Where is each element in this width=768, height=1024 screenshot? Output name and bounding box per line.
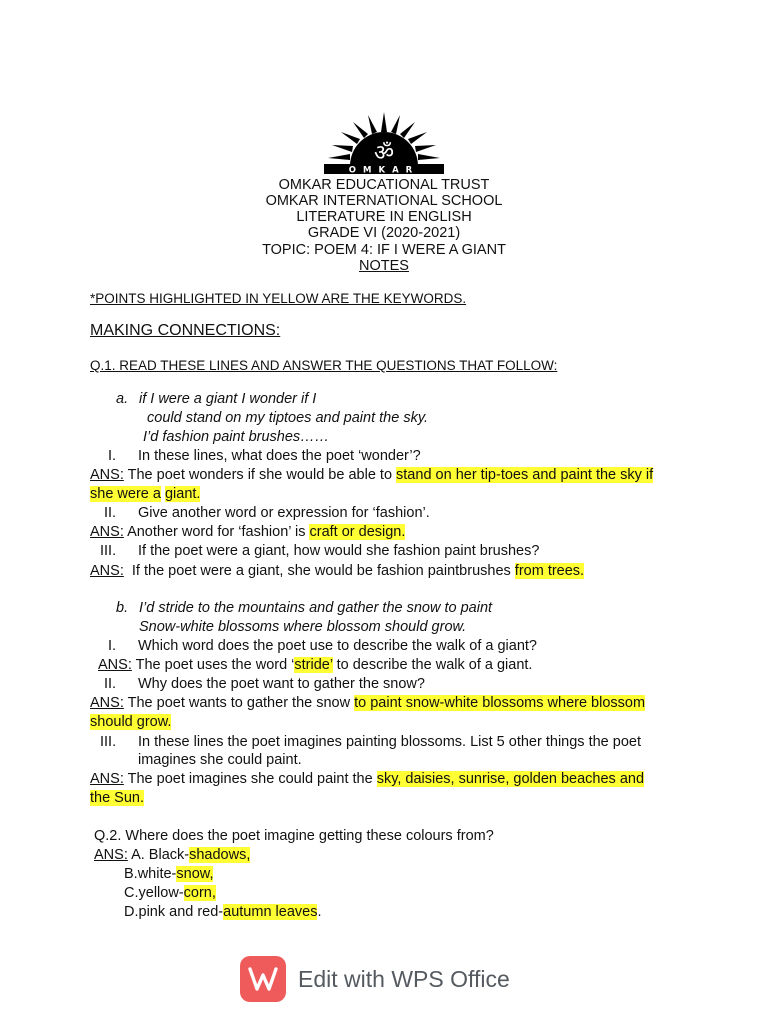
header-notes: NOTES [359,258,409,274]
omkar-logo [320,110,448,176]
highlight: sky, daisies, sunrise, golden beaches and [376,771,645,787]
highlight: stride’ [294,657,333,673]
answer-b2-line1: ANS: The poet wants to gather the snow to paint snow-white blossoms where blossom [90,695,646,711]
question-b3-line1: In these lines the poet imagines painting blossoms. List 5 other things the poet [138,734,641,750]
highlight: autumn leaves [223,904,318,920]
section-title: MAKING CONNECTIONS: [90,322,281,339]
question-a3: If the poet were a giant, how would she fashion paint brushes? [138,543,540,559]
answer-a1-line2 [90,485,200,504]
header-grade: GRADE VI (2020-2021) [307,225,461,241]
header-school: OMKAR INTERNATIONAL SCHOOL [265,193,503,209]
poem-a-line1: if I were a giant I wonder if I [139,391,317,407]
poem-b-line1: I’d stride to the mountains and gather the snow to paint [139,600,493,616]
header-subject: LITERATURE IN ENGLISH [296,209,472,225]
poem-b-marker: b. [116,600,129,616]
question-b2: Why does the poet want to gather the snow? [138,676,425,692]
header-topic: TOPIC: POEM 4: IF I WERE A GIANT [262,242,506,258]
highlight: shadows, [189,847,251,863]
ans-label: ANS: [98,657,132,673]
question-number: II. [104,676,117,692]
answer-b1: ANS: The poet uses the word ‘stride’ to describe the walk of a giant. [98,657,533,673]
q2-answer-d: D.pink and red-autumn leaves. [124,904,322,920]
keywords-note: *POINTS HIGHLIGHTED IN YELLOW ARE THE KEYWORDS. [90,291,467,306]
q2-answer-a: ANS: A. Black-shadows, [94,847,251,863]
question-b1: Which word does the poet use to describe the walk of a giant? [138,638,537,654]
poem-a-line2: could stand on my tiptoes and paint the sky. [147,410,429,426]
ans-label: ANS: [90,695,124,711]
highlight: stand on her tip-toes and paint the sky if [396,467,654,483]
q2-answer-c: C.yellow-corn, [124,885,216,901]
logo-word: OMKAR [348,165,420,176]
highlight: craft or design. [309,524,406,540]
highlight: to paint snow-white blossoms where blossom [354,695,646,711]
question-number: III. [100,543,117,559]
highlight: should grow. [90,714,172,730]
question-number: III. [100,734,117,750]
highlight: snow, [176,866,214,882]
wps-label: Edit with WPS Office [298,966,510,992]
poem-b-line2: Snow-white blossoms where blossom should grow. [139,619,467,635]
question-a2: Give another word or expression for ‘fashion’. [138,505,430,521]
om-symbol: ॐ [373,141,395,166]
highlight: from trees. [514,563,585,579]
question-b3-line2: imagines she could paint. [138,752,302,768]
question-number: II. [104,505,117,521]
answer-b2-line2 [90,713,171,732]
header-trust: OMKAR EDUCATIONAL TRUST [278,177,490,193]
q1-heading: Q.1. READ THESE LINES AND ANSWER THE QUESTIONS THAT FOLLOW: [90,358,558,373]
wps-logo-icon [240,956,286,1002]
q2-question: Q.2. Where does the poet imagine getting these colours from? [94,828,494,844]
answer-a3: ANS: If the poet were a giant, she would be fashion paintbrushes from trees. [90,563,585,579]
ans-label: ANS: [90,771,124,787]
question-number: I. [108,448,117,464]
highlight: giant. [164,486,201,502]
poem-a-line3: I’d fashion paint brushes…… [143,429,330,445]
highlight: the Sun. [90,790,145,806]
question-a1: In these lines, what does the poet ‘wonder’? [138,448,421,464]
edit-with-wps-button[interactable] [240,956,540,1004]
answer-b3-line2 [90,789,144,808]
question-number: I. [108,638,117,654]
highlight: corn, [183,885,216,901]
highlight: she were a [90,486,161,502]
q2-answer-b: B.white-snow, [124,866,214,882]
ans-label: ANS: [90,524,124,540]
ans-label: ANS: [90,467,124,483]
ans-label: ANS: [90,563,124,579]
answer-a2: ANS: Another word for ‘fashion’ is craft or design. [90,524,406,540]
answer-b3-line1: ANS: The poet imagines she could paint the sky, daisies, sunrise, golden beaches and [90,771,645,787]
poem-a-marker: a. [116,391,129,407]
answer-a1-line1: ANS: The poet wonders if she would be able to stand on her tip-toes and paint the sky if [90,467,654,483]
ans-label: ANS: [94,847,128,863]
